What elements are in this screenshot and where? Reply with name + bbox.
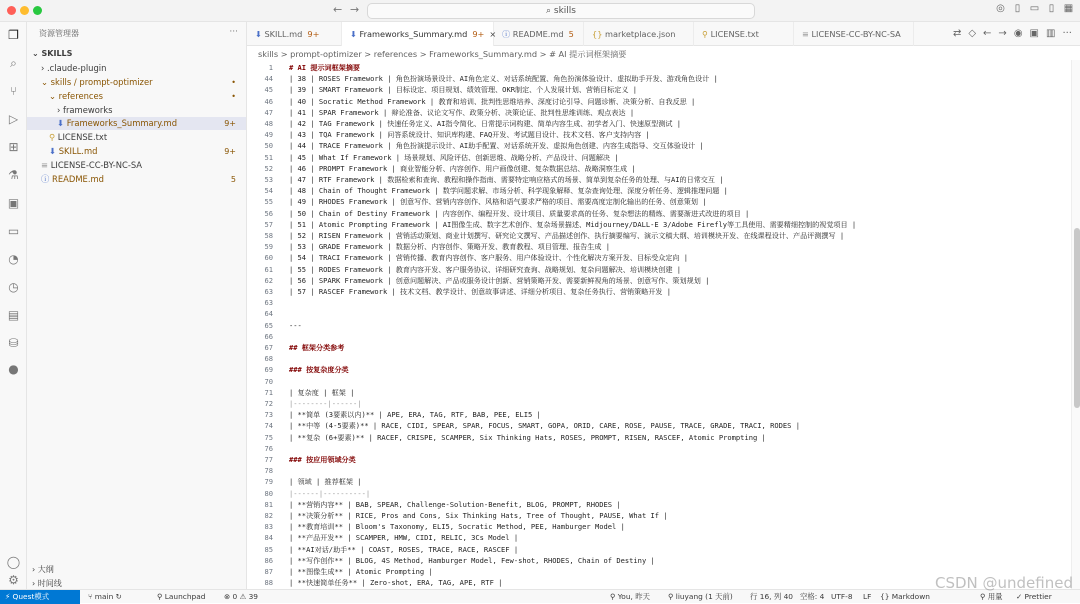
line-content: | 54 | TRACI Framework | 营销传播、教育内容创作、客户服务、用户体验设计、个性化解决方案开发、目标受众定向 |: [289, 253, 689, 263]
tree-item-skill-md[interactable]: ⬇ SKILL.md 9+: [49, 146, 236, 156]
back-arrow-icon[interactable]: ←: [333, 3, 343, 16]
line-content: | **中等 (4-5要素)** | RACE, CIDI, SPEAR, SPAR, FOCUS, SMART, GOPA, ORID, CARE, ROSE, PAUSE, TRACE, GRADE, TRACI, RODES |: [289, 421, 800, 431]
file-icon: ≡: [41, 160, 51, 170]
license-file-icon: ⚲: [702, 29, 711, 39]
code-line[interactable]: [247, 163, 1067, 174]
line-number: 44: [264, 74, 273, 84]
tab-skill-md[interactable]: ⬇ SKILL.md 9+: [247, 22, 342, 46]
code-editor[interactable]: [247, 60, 1070, 589]
line-content: ## 框架分类参考: [289, 343, 345, 352]
line-number: 70: [264, 376, 273, 386]
line-number: 86: [264, 555, 273, 565]
line-number: 78: [264, 466, 273, 476]
tree-item-frameworks[interactable]: › frameworks: [57, 105, 113, 115]
markdown-file-icon: ⬇: [49, 146, 59, 156]
code-line[interactable]: [247, 544, 1067, 555]
code-line[interactable]: [247, 252, 1067, 263]
code-line[interactable]: [247, 230, 1067, 241]
line-number: 67: [264, 343, 273, 352]
code-line[interactable]: [247, 331, 1067, 342]
code-line[interactable]: [247, 353, 1067, 364]
tree-item-frameworks-summary[interactable]: ⬇ Frameworks_Summary.md 9+: [27, 117, 246, 130]
title-bar: [0, 0, 1080, 22]
code-line[interactable]: [247, 196, 1067, 207]
line-content: | 49 | RHODES Framework | 创意写作、营销内容创作、风格和语气要求严格的项目、需要高度定制化输出的任务、创意策划 |: [289, 197, 707, 207]
code-line[interactable]: [247, 84, 1067, 95]
line-content: | 44 | TRACE Framework | 角色扮演提示设计、AI助手配置、对话系统开发、虚拟角色创建、内容生成指导、交互体验设计 |: [289, 141, 704, 151]
line-content: | **营销内容** | BAB, SPEAR, Challenge-Solution-Benefit, BLOG, PROMPT, RHODES |: [289, 499, 621, 509]
line-number: 66: [264, 331, 273, 341]
code-line[interactable]: [247, 286, 1067, 297]
source-control-icon[interactable]: ⑂: [9, 84, 18, 98]
toggle-panel-icon[interactable]: ▭: [1029, 3, 1040, 14]
code-line[interactable]: [247, 241, 1067, 252]
encoding[interactable]: UTF-8: [831, 592, 853, 601]
line-number: 85: [264, 544, 273, 554]
line-number: 47: [264, 107, 273, 117]
line-number: 65: [264, 320, 273, 330]
outline-section[interactable]: › 大纲: [32, 565, 54, 574]
line-number: 68: [264, 354, 273, 364]
code-line[interactable]: [247, 376, 1067, 387]
code-line[interactable]: [247, 510, 1067, 521]
line-content: | 47 | RTF Framework | 数据检索和查询、教程和操作指南、需要特定响应格式的场景、简单到复杂任务的处理、与AI的日常交互 |: [289, 175, 724, 184]
line-number: 48: [264, 119, 273, 128]
line-content: | **AI对话/助手** | COAST, ROSES, TRACE, RACE, RASCEF |: [289, 544, 519, 554]
line-number: 49: [264, 130, 273, 140]
line-number: 74: [264, 421, 273, 431]
testing-icon[interactable]: ⚗: [8, 168, 19, 182]
line-number: 50: [264, 141, 273, 151]
line-content: | 56 | SPARK Framework | 创意问题解决、产品或服务设计创新、营销策略开发、需要新鲜视角的场景、创意写作、策划规划 |: [289, 275, 710, 285]
line-content: | 41 | SPAR Framework | 辩论准备、议论文写作、政策分析、决策论证、批判性思维训练、观点表达 |: [289, 107, 635, 117]
markdown-file-icon: ⬇: [255, 29, 265, 39]
tab-marketplace-json[interactable]: {} marketplace.json: [584, 22, 694, 46]
prettier-indicator[interactable]: ✓ Prettier: [1016, 592, 1052, 601]
line-content: | 51 | Atomic Prompting Framework | AI图像生成、数字艺术创作、复杂场景描述、Midjourney/DALL-E 3/Adobe Firefly等工具使用、需要精细控制的视觉项目 |: [289, 219, 857, 229]
launchpad-button[interactable]: ⚲ Launchpad: [157, 592, 206, 601]
search-icon[interactable]: ⌕: [10, 56, 17, 70]
docker-icon[interactable]: ▣: [7, 196, 20, 210]
line-number: 73: [264, 410, 273, 420]
code-line[interactable]: [247, 275, 1067, 286]
indentation[interactable]: 空格: 4: [800, 592, 825, 601]
github-icon[interactable]: ●: [8, 362, 19, 376]
code-line[interactable]: [247, 555, 1067, 566]
line-content: |------|----------|: [289, 488, 371, 498]
code-line[interactable]: [247, 96, 1067, 107]
notes-icon[interactable]: ▤: [7, 308, 20, 322]
line-number: 60: [264, 253, 273, 263]
line-number: 69: [264, 365, 273, 375]
code-line[interactable]: [247, 174, 1067, 185]
line-content: | 46 | PROMPT Framework | 商业智能分析、内容创作、用户画像创建、复杂数据总结、战略洞察生成 |: [289, 163, 636, 173]
line-content: | **复杂 (6+要素)** | RACEF, CRISPE, SCAMPER, Six Thinking Hats, ROSES, PROMPT, RISEN, RASCEF, Atomic Prompting |: [289, 432, 766, 442]
line-content: | 42 | TAG Framework | 快速任务定义、AI指令简化、日常提示词构建、简单内容生成、初学者入门、快速原型测试 |: [289, 119, 681, 128]
forward-arrow-icon[interactable]: →: [350, 3, 360, 16]
minimize-window-button[interactable]: [20, 6, 29, 15]
language-mode[interactable]: {} Markdown: [880, 592, 930, 601]
tree-item-readme[interactable]: ⓘ README.md 5: [41, 174, 236, 184]
branch-indicator[interactable]: ⑂ main ↻: [88, 592, 122, 601]
close-tab-icon[interactable]: ×: [489, 29, 497, 39]
tree-item-prompt-optimizer[interactable]: ⌄ skills / prompt-optimizer •: [41, 77, 236, 87]
line-content: | 48 | Chain of Thought Framework | 数学问题求解、市场分析、科学现象解释、复杂查询处理、深度分析任务、逻辑推理问题 |: [289, 186, 728, 196]
code-line[interactable]: [247, 118, 1067, 129]
line-number: 77: [264, 455, 273, 464]
run-debug-icon[interactable]: ▷: [8, 112, 19, 126]
tab-frameworks-summary[interactable]: ⬇ Frameworks_Summary.md 9+ ×: [342, 22, 494, 46]
line-number: 51: [264, 152, 273, 162]
line-content: | 55 | RODES Framework | 教育内容开发、客户服务协议、详细研究查询、战略规划、复杂问题解决、培训模块创建 |: [289, 264, 681, 274]
code-line[interactable]: [247, 454, 1067, 465]
tree-item-license-txt[interactable]: ⚲ LICENSE.txt: [49, 132, 108, 142]
markdown-file-icon: ⬇: [57, 118, 67, 128]
line-content: ---: [289, 320, 302, 330]
line-number: 82: [264, 511, 273, 520]
code-line[interactable]: [247, 398, 1067, 409]
line-content: | **图像生成** | Atomic Prompting |: [289, 567, 433, 576]
line-number: 63: [264, 298, 273, 308]
line-number: 80: [264, 488, 273, 498]
json-file-icon: {}: [592, 29, 606, 39]
close-window-button[interactable]: [7, 6, 16, 15]
vertical-scrollbar[interactable]: [1071, 60, 1080, 589]
line-content: | 复杂度 | 框架 |: [289, 387, 355, 397]
preview-icon[interactable]: ▣: [1029, 28, 1039, 39]
code-line[interactable]: [247, 264, 1067, 275]
markdown-file-icon: ⓘ: [41, 174, 53, 184]
git-author[interactable]: ⚲ You, 昨天: [610, 592, 650, 601]
code-line[interactable]: [247, 308, 1067, 319]
code-line[interactable]: [247, 140, 1067, 151]
line-content: | **产品开发** | SCAMPER, HMW, CIDI, RELIC, 3Cs Model |: [289, 533, 519, 543]
code-line[interactable]: [247, 107, 1067, 118]
line-content: ### 按复杂度分类: [289, 365, 349, 375]
remote-indicator[interactable]: ⚡ Quest模式: [0, 590, 80, 604]
line-number: 64: [264, 309, 273, 319]
extensions-icon[interactable]: ⊞: [8, 140, 19, 154]
license-file-icon: ⚲: [49, 132, 58, 142]
line-number: 62: [264, 275, 273, 285]
layout-icon[interactable]: ▦: [1063, 3, 1074, 14]
tree-item-license-cc[interactable]: ≡ LICENSE-CC-BY-NC-SA: [41, 160, 143, 170]
line-content: | **快速简单任务** | Zero-shot, ERA, TAG, APE, RTF |: [289, 578, 503, 588]
line-number: 58: [264, 231, 273, 240]
code-line[interactable]: [247, 465, 1067, 476]
tree-item-references[interactable]: ⌄ references •: [49, 91, 236, 101]
tab-readme[interactable]: ⓘ README.md 5: [494, 22, 584, 46]
code-line[interactable]: [247, 409, 1067, 420]
account-icon[interactable]: ◯: [6, 555, 21, 569]
line-content: | **写作创作** | BLOG, 4S Method, Hamburger Model, Few-shot, RHODES, Chain of Destiny |: [289, 555, 655, 565]
line-content: |--------|------|: [289, 399, 362, 408]
maximize-window-button[interactable]: [33, 6, 42, 15]
code-line[interactable]: [247, 443, 1067, 454]
copilot-icon[interactable]: ◎: [996, 3, 1005, 14]
line-content: # AI 提示词框架摘要: [289, 63, 361, 72]
code-line[interactable]: [247, 521, 1067, 532]
code-line[interactable]: [247, 387, 1067, 398]
explorer-icon[interactable]: ❐: [8, 28, 19, 42]
code-line[interactable]: [247, 499, 1067, 510]
remote-explorer-icon[interactable]: ▭: [7, 224, 20, 238]
markdown-file-icon: ⬇: [350, 29, 360, 39]
go-forward-icon[interactable]: →: [998, 28, 1007, 39]
activity-bar: [0, 22, 27, 589]
more-actions-icon[interactable]: ···: [229, 27, 238, 37]
go-back-icon[interactable]: ←: [983, 28, 992, 39]
code-line[interactable]: [247, 297, 1067, 308]
code-line[interactable]: [247, 208, 1067, 219]
watermark: CSDN @undefined: [934, 574, 1073, 592]
code-line[interactable]: [247, 62, 1067, 73]
chat-icon[interactable]: ◔: [8, 252, 19, 266]
breadcrumb[interactable]: skills > prompt-optimizer > references > Frameworks_Summary.md > # AI 提示词框架摘要: [258, 49, 627, 59]
usage-indicator[interactable]: ⚲ 用量: [980, 592, 1003, 601]
open-changes-icon[interactable]: ◉: [1013, 28, 1023, 39]
line-number: 72: [264, 399, 273, 408]
code-line[interactable]: [247, 185, 1067, 196]
line-content: | **简单 (3要素以内)** | APE, ERA, TAG, RTF, BAB, PEE, ELI5 |: [289, 410, 541, 420]
line-number: 63: [264, 287, 273, 296]
code-line[interactable]: [247, 320, 1067, 331]
line-content: | 50 | Chain of Destiny Framework | 内容创作、编程开发、设计项目、质量要求高的任务、复杂想法的精炼、需要渐进式改进的项目 |: [289, 208, 750, 218]
timeline-icon[interactable]: ◷: [8, 280, 19, 294]
line-content: | **决策分析** | RICE, Pros and Cons, Six Thinking Hats, Tree of Thought, PAUSE, What If |: [289, 511, 668, 520]
line-content: | **教育培训** | Bloom's Taxonomy, ELI5, Socratic Method, PEE, Hamburger Model |: [289, 522, 625, 532]
editor-tabs: [247, 22, 1080, 46]
code-line[interactable]: [247, 364, 1067, 375]
line-number: 76: [264, 443, 273, 453]
line-number: 84: [264, 533, 273, 543]
code-line[interactable]: [247, 129, 1067, 140]
tab-license-cc[interactable]: ≡ LICENSE-CC-BY-NC-SA: [794, 22, 914, 46]
line-number: 79: [264, 477, 273, 487]
code-line[interactable]: [247, 488, 1067, 499]
line-content: | 53 | GRADE Framework | 数据分析、内容创作、策略开发、教育教程、项目管理、报告生成 |: [289, 242, 611, 252]
line-number: 59: [264, 242, 273, 252]
line-content: | 43 | TQA Framework | 问答系统设计、知识库构建、FAQ开发、考试题目设计、技术文档、客户支持内容 |: [289, 130, 650, 140]
command-center-search[interactable]: ⌕ skills: [367, 3, 755, 19]
code-line[interactable]: [247, 73, 1067, 84]
info-file-icon: ⓘ: [502, 29, 513, 39]
line-number: 57: [264, 219, 273, 229]
line-number: 75: [264, 432, 273, 442]
line-number: 83: [264, 522, 273, 532]
toggle-secondary-sidebar-icon[interactable]: ▯: [1048, 3, 1055, 14]
line-content: | 57 | RASCEF Framework | 技术文档、教学设计、创意故事讲述、详细分析项目、复杂任务执行、营销策略开发 |: [289, 287, 672, 296]
line-number: 71: [264, 387, 273, 397]
code-line[interactable]: [247, 532, 1067, 543]
more-actions-icon[interactable]: ···: [1062, 28, 1072, 39]
line-number: 56: [264, 208, 273, 218]
line-number: 55: [264, 197, 273, 207]
line-content: | 领域 | 推荐框架 |: [289, 477, 362, 487]
line-content: | 39 | SMART Framework | 目标设定、项目规划、绩效管理、OKR制定、个人发展计划、营销目标定义 |: [289, 85, 638, 95]
line-content: | 52 | RISEN Framework | 营销活动策划、商业计划撰写、研究论文撰写、产品描述创作、执行摘要编写、演示文稿大纲、培训模块开发、在线课程设计、产品评测撰写 |: [289, 231, 845, 240]
line-number: 52: [264, 163, 273, 173]
line-number: 88: [264, 578, 273, 588]
database-icon[interactable]: ⛁: [8, 336, 19, 350]
line-number: 1: [268, 63, 273, 72]
code-line[interactable]: [247, 476, 1067, 487]
settings-gear-icon[interactable]: ⚙: [8, 573, 19, 587]
line-number: 54: [264, 186, 273, 196]
git-blame[interactable]: ⚲ liuyang (1 天前): [668, 592, 733, 601]
code-line[interactable]: [247, 432, 1067, 443]
timeline-section[interactable]: › 时间线: [32, 579, 62, 588]
line-number: 46: [264, 96, 273, 106]
line-number: 53: [264, 175, 273, 184]
line-number: 87: [264, 567, 273, 576]
line-content: | 40 | Socratic Method Framework | 教育和培训、批判性思维培养、深度讨论引导、问题诊断、决策分析、自我反思 |: [289, 96, 696, 106]
line-content: ### 按应用领域分类: [289, 455, 356, 464]
tree-item-claude-plugin[interactable]: › .claude-plugin: [41, 63, 107, 73]
line-number: 81: [264, 499, 273, 509]
line-number: 61: [264, 264, 273, 274]
file-icon: ≡: [802, 29, 812, 39]
split-editor-icon[interactable]: ▥: [1046, 28, 1056, 39]
compare-icon[interactable]: ⇄: [952, 28, 962, 39]
line-content: | 45 | What If Framework | 场景规划、风险评估、创新思维、战略分析、产品设计、问题解决 |: [289, 152, 619, 162]
workspace-root[interactable]: ⌄ SKILLS: [32, 49, 73, 58]
code-line[interactable]: [247, 420, 1067, 431]
cursor-position[interactable]: 行 16, 列 40: [750, 592, 793, 601]
code-line[interactable]: [247, 152, 1067, 163]
code-line[interactable]: [247, 219, 1067, 230]
scrollbar-thumb[interactable]: [1074, 228, 1080, 408]
sync-icon[interactable]: ◇: [968, 28, 977, 39]
line-content: | 38 | ROSES Framework | 角色扮演场景设计、AI角色定义、对话系统配置、角色扮演体验设计、虚拟助手开发、游戏角色设计 |: [289, 74, 718, 84]
status-bar: [0, 589, 1080, 603]
tab-license-txt[interactable]: ⚲ LICENSE.txt: [694, 22, 794, 46]
problems-indicator[interactable]: ⊗ 0 ⚠ 39: [224, 592, 258, 601]
line-number: 45: [264, 85, 273, 95]
sidebar-title: 资源管理器: [39, 29, 79, 38]
search-icon: ⌕: [546, 6, 554, 16]
line-ending[interactable]: LF: [863, 592, 872, 601]
explorer-sidebar: [27, 22, 247, 589]
toggle-sidebar-icon[interactable]: ▯: [1014, 3, 1021, 14]
code-line[interactable]: [247, 342, 1067, 353]
